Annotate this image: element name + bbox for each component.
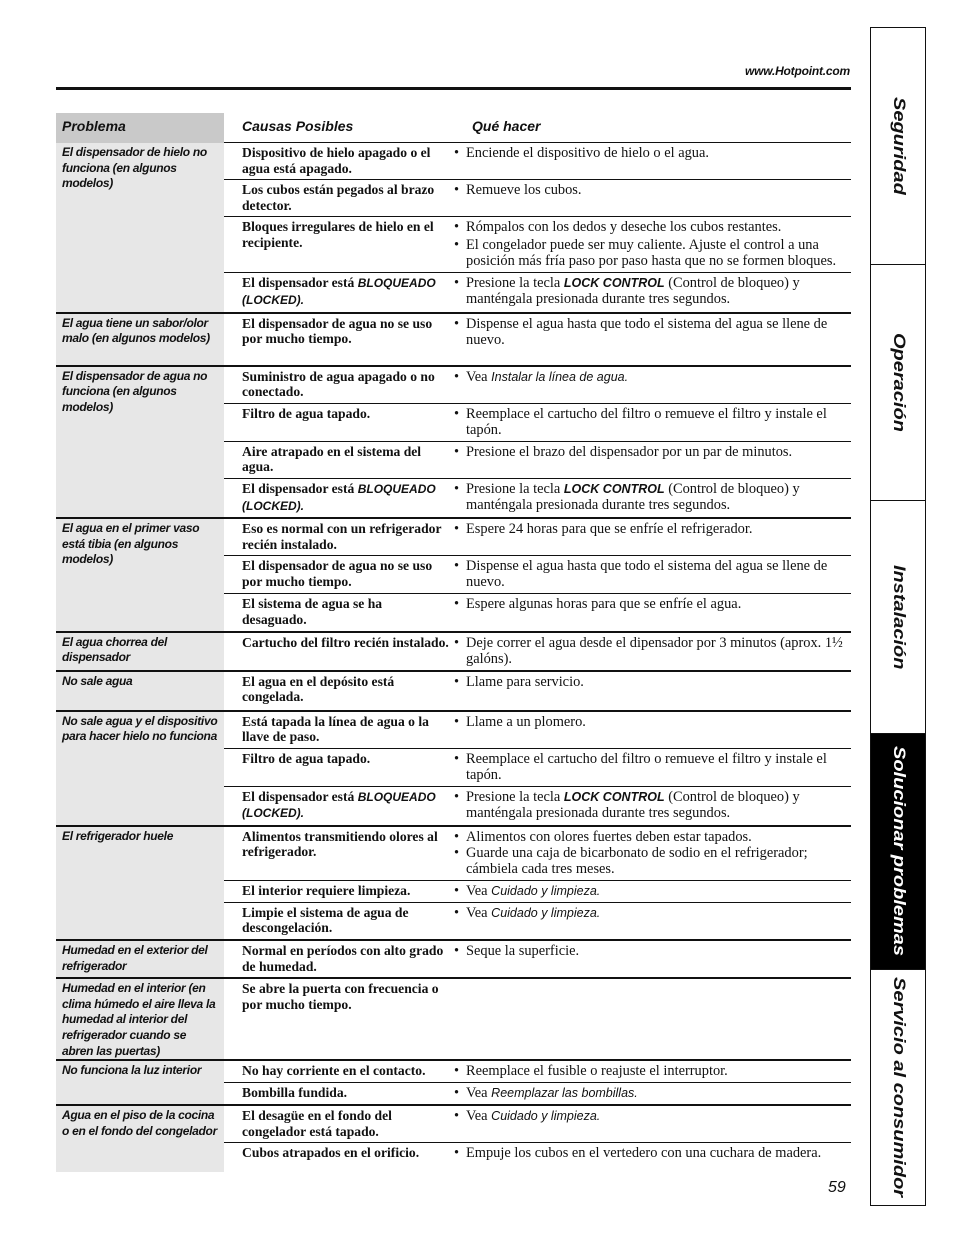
fix-text: Presione el brazo del dispensador por un par de minutos.: [466, 443, 793, 460]
cause-row: Bloques irregulares de hielo en el recipiente. • Rómpalos con los dedos y deseche los cubos restantes. • El congelador puede ser muy caliente. Ajuste el control a una posición más fría paso por paso hasta que no se formen bloques.: [224, 216, 851, 272]
cause-row: Está tapada la línea de agua o la llave de paso. • Llame a un plomero.: [224, 712, 851, 748]
cause-row: [224, 979, 851, 1059]
cause-row: Filtro de agua tapado. • Reemplace el cartucho del filtro o remueve el filtro y instale el tapón.: [224, 403, 851, 441]
fix-text: Dispense el agua hasta que todo el sistema del agua se llene de nuevo.: [466, 315, 828, 348]
page-number: 59: [828, 1179, 846, 1196]
fix-text: Presione la tecla LOCK CONTROL (Control de bloqueo) y manténgala presionada durante tres segundos.: [466, 480, 800, 513]
problem-group: [56, 825, 851, 939]
problem-group: [56, 1059, 851, 1104]
cause-text: Cubos atrapados en el orificio.: [242, 1145, 420, 1161]
cause-row: El dispensador de agua no se uso por mucho tiempo. • Dispense el agua hasta que todo el sistema del agua se llene de nuevo.: [224, 314, 851, 365]
fix-text: Enciende el dispositivo de hielo o el agua.: [466, 145, 709, 161]
cause-text: Filtro de agua tapado.: [242, 750, 371, 766]
cause-text: Se abre la puerta con frecuencia o por mucho tiempo.: [242, 981, 439, 1012]
fix-text: Vea Reemplazar las bombillas.: [466, 1085, 638, 1102]
header-fix: Qué hacer: [472, 118, 541, 134]
fix-text: Vea Cuidado y limpieza.: [466, 904, 601, 921]
cause-row: Limpie el sistema de agua de descongelación. • Vea Cuidado y limpieza.: [224, 902, 851, 939]
problem-label: No sale agua: [56, 672, 224, 710]
cause-text: El dispensador está BLOQUEADO (LOCKED).: [242, 788, 436, 821]
cause-text: El sistema de agua se ha desaguado.: [242, 596, 383, 627]
cause-row: El desagüe en el fondo del congelador está tapado. • Vea Cuidado y limpieza.: [224, 1106, 851, 1142]
fix-text: Vea Cuidado y limpieza.: [466, 1108, 601, 1125]
fix-text: Reemplace el cartucho del filtro o remueve el filtro y instale el tapón.: [466, 750, 827, 783]
problem-group: [56, 143, 851, 312]
problem-label: Humedad en el exterior del refrigerador: [56, 941, 224, 977]
cause-text: El dispensador de agua no se uso por mucho tiempo.: [242, 558, 433, 589]
fix-text: Rómpalos con los dedos y deseche los cubos restantes.: [466, 219, 782, 236]
problem-label: El agua en el primer vaso está tibia (en algunos modelos): [56, 519, 224, 630]
cause-row: Bombilla fundida. • Vea Reemplazar las bombillas.: [224, 1082, 851, 1104]
problem-group: [56, 977, 851, 1059]
cause-text: El dispensador está BLOQUEADO (LOCKED).: [242, 480, 436, 513]
problem-label: El dispensador de hielo no funciona (en algunos modelos): [56, 143, 224, 312]
fix-text: Dispense el agua hasta que todo el sistema del agua se llene de nuevo.: [466, 558, 828, 591]
fix-text: Vea Cuidado y limpieza.: [466, 882, 601, 899]
fix-text: Seque la superficie.: [466, 943, 580, 960]
cause-text: El desagüe en el fondo del congelador está tapado.: [242, 1108, 392, 1139]
table-header: [56, 113, 851, 143]
fix-text: Alimentos con olores fuertes deben estar tapados.: [466, 828, 752, 845]
website-url: www.Hotpoint.com: [744, 64, 850, 78]
tab-operacion[interactable]: Operación: [871, 265, 925, 501]
cause-text: Suministro de agua apagado o no conectado.: [242, 368, 435, 400]
fix-text: Espere algunas horas para que se enfríe el agua.: [466, 596, 742, 613]
cause-text: Filtro de agua tapado.: [242, 405, 371, 421]
cause-row: Cartucho del filtro recién instalado. • Deje correr el agua desde el dipensador por 3 minutos (aprox. 1½ galóns).: [224, 633, 851, 670]
top-rule: [56, 87, 851, 90]
cause-row: El sistema de agua se ha desaguado. • Espere algunas horas para que se enfríe el agua.: [224, 593, 851, 630]
cause-text: Cartucho del filtro recién instalado.: [242, 634, 449, 650]
problem-group: [56, 1104, 851, 1164]
cause-row: Los cubos están pegados al brazo detector. • Remueve los cubos.: [224, 179, 851, 216]
problem-group: [56, 631, 851, 670]
tab-seguridad[interactable]: Seguridad: [871, 28, 925, 265]
cause-text: Está tapada la línea de agua o la llave de paso.: [242, 713, 429, 745]
cause-row: Normal en períodos con alto grado de humedad. • Seque la superficie.: [224, 941, 851, 977]
problem-group: [56, 365, 851, 518]
fix-text: Vea Instalar la línea de agua.: [466, 368, 629, 385]
fix-text: Espere 24 horas para que se enfríe el refrigerador.: [466, 521, 753, 538]
fix-text: Reemplace el fusible o reajuste el interruptor.: [466, 1063, 728, 1080]
cause-row: Suministro de agua apagado o no conectado. • Vea Instalar la línea de agua.: [224, 367, 851, 403]
cause-text: Aire atrapado en el sistema del agua.: [242, 443, 422, 475]
cause-text: Los cubos están pegados al brazo detector.: [242, 182, 435, 213]
problem-label: Agua en el piso de la cocina o en el fondo del congelador: [56, 1106, 224, 1172]
cause-row: No hay corriente en el contacto. • Reemplace el fusible o reajuste el interruptor.: [224, 1061, 851, 1082]
problem-group: [56, 312, 851, 365]
tab-servicio-al-consumidor[interactable]: Servicio al consumidor: [889, 976, 908, 1198]
cause-row: El interior requiere limpieza. • Vea Cuidado y limpieza.: [224, 880, 851, 902]
cause-text: Normal en períodos con alto grado de humedad.: [242, 943, 444, 974]
cause-row: Dispositivo de hielo apagado o el agua está apagado. • Enciende el dispositivo de hielo o el agua.: [224, 143, 851, 179]
troubleshooting-table: [56, 143, 851, 1164]
cause-text: El interior requiere limpieza.: [242, 882, 411, 898]
problem-label: No funciona la luz interior: [56, 1061, 224, 1104]
fix-text: Reemplace el cartucho del filtro o remueve el filtro y instale el tapón.: [466, 405, 827, 438]
fix-text: Presione la tecla LOCK CONTROL (Control de bloqueo) y manténgala presionada durante tres segundos.: [466, 275, 800, 308]
problem-label: No sale agua y el dispositivo para hacer hielo no funciona: [56, 712, 224, 825]
problem-label: El dispensador de agua no funciona (en algunos modelos): [56, 367, 224, 518]
header-problem: Problema: [62, 118, 126, 134]
cause-row: Alimentos transmitiendo olores al refrigerador. • Alimentos con olores fuertes deben estar tapados. • Guarde una caja de bicarbonato de sodio en el refrigerador; cámbiela cada tres meses.: [224, 827, 851, 880]
problem-group: [56, 517, 851, 630]
fix-text: Empuje los cubos en el vertedero con una cuchara de madera.: [466, 1145, 822, 1162]
section-tabs: [870, 27, 926, 1206]
cause-text: El dispensador está BLOQUEADO (LOCKED).: [242, 275, 436, 307]
cause-text: Eso es normal con un refrigerador recién instalado.: [242, 521, 442, 552]
fix-text: El congelador puede ser muy caliente. Ajuste el control a una posición más fría paso por paso hasta que no se formen bloques.: [466, 237, 837, 270]
cause-text: Dispositivo de hielo apagado o el agua está apagado.: [242, 145, 431, 176]
cause-text: El agua en el depósito está congelada.: [242, 673, 395, 705]
fix-text: Llame a un plomero.: [466, 713, 586, 730]
problem-label: El refrigerador huele: [56, 827, 224, 939]
cause-row: Eso es normal con un refrigerador recién instalado. • Espere 24 horas para que se enfríe el refrigerador.: [224, 519, 851, 555]
fix-text: Llame para servicio.: [466, 673, 584, 690]
header-causes: Causas Posibles: [242, 118, 354, 134]
cause-text: Bloques irregulares de hielo en el recipiente.: [242, 219, 434, 250]
cause-row: El dispensador está BLOQUEADO (LOCKED). • Presione la tecla LOCK CONTROL (Control de bloqueo) y manténgala presionada durante tres segundos.: [224, 786, 851, 825]
cause-row: Cubos atrapados en el orificio. • Empuje los cubos en el vertedero con una cuchara de madera.: [224, 1142, 851, 1164]
fix-text: Presione la tecla LOCK CONTROL (Control de bloqueo) y manténgala presionada durante tres segundos.: [466, 788, 800, 821]
problem-label: El agua chorrea del dispensador: [56, 633, 224, 670]
cause-text: No hay corriente en el contacto.: [242, 1063, 426, 1079]
tab-solucionar-problemas[interactable]: Solucionar problemas: [871, 734, 925, 970]
problem-group: [56, 939, 851, 977]
cause-text: El dispensador de agua no se uso por mucho tiempo.: [242, 315, 433, 347]
cause-row: El dispensador está BLOQUEADO (LOCKED). • Presione la tecla LOCK CONTROL (Control de bloqueo) y manténgala presionada durante tres segundos.: [224, 478, 851, 517]
problem-group: [56, 670, 851, 710]
cause-row: El dispensador de agua no se uso por mucho tiempo. • Dispense el agua hasta que todo el sistema del agua se llene de nuevo.: [224, 555, 851, 593]
fix-text: Deje correr el agua desde el dipensador por 3 minutos (aprox. 1½ galóns).: [466, 634, 843, 667]
cause-row: Filtro de agua tapado. • Reemplace el cartucho del filtro o remueve el filtro y instale el tapón.: [224, 748, 851, 786]
cause-row: El agua en el depósito está congelada. • Llame para servicio.: [224, 672, 851, 710]
fix-text: Remueve los cubos.: [466, 182, 582, 199]
cause-text: Alimentos transmitiendo olores al refrigerador.: [242, 828, 438, 860]
cause-text: Bombilla fundida.: [242, 1085, 348, 1101]
fix-text: Guarde una caja de bicarbonato de sodio en el refrigerador; cámbiela cada tres meses.: [466, 844, 808, 877]
tab-instalacion[interactable]: Instalación: [871, 501, 925, 734]
cause-row: El dispensador está BLOQUEADO (LOCKED). • Presione la tecla LOCK CONTROL (Control de bloqueo) y manténgala presionada durante tres segundos.: [224, 272, 851, 311]
problem-group: [56, 710, 851, 825]
problem-label: Humedad en el interior (en clima húmedo el aire lleva la humedad al interior del refrigerador cuando se abren las puertas): [56, 979, 224, 1059]
problem-label: El agua tiene un sabor/olor malo (en algunos modelos): [56, 314, 224, 365]
cause-text: Limpie el sistema de agua de descongelación.: [242, 904, 409, 936]
cause-row: Aire atrapado en el sistema del agua. • Presione el brazo del dispensador por un par de minutos.: [224, 441, 851, 478]
